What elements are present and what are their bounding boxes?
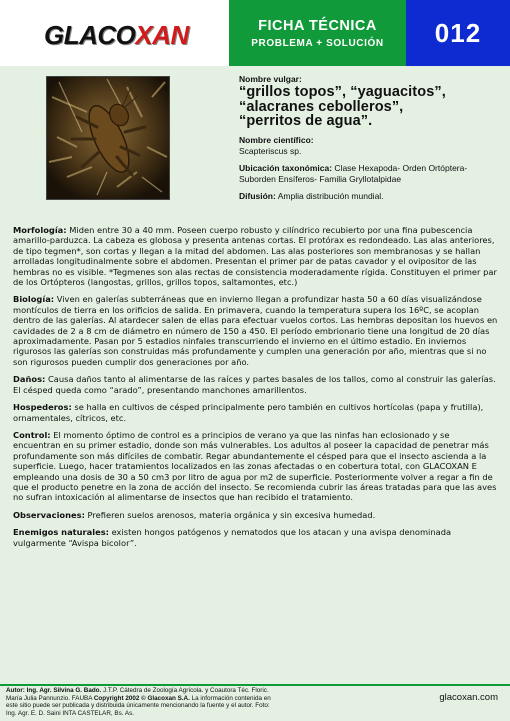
section-natural-enemies (13, 527, 499, 548)
scientific-name-value: Scapteriscus sp. (239, 145, 302, 156)
footer-line-1 (6, 687, 386, 695)
taxonomy-value: Clase Hexapoda- Orden Ortóptera- Suborden Ensíferos- Familia Gryllotalpidae (239, 162, 468, 184)
section-morphology (13, 225, 499, 287)
sheet-subtitle: PROBLEMA + SOLUCIÓN (251, 38, 384, 49)
section-text: se halla en cultivos de césped principalmente pero también en cultivos hortícolas (papa y frutilla), ornamentales, cítricos, etc. (13, 402, 484, 423)
logo-part1: GLACO (44, 20, 136, 50)
footer-line-2 (6, 695, 386, 703)
sheet-number-panel (406, 0, 510, 66)
diffusion-label: Difusión: (239, 190, 276, 201)
website-link[interactable]: glacoxan.com (439, 692, 498, 703)
section-label: Daños: (13, 374, 46, 385)
section-label: Enemigos naturales: (13, 527, 109, 538)
description-body (13, 225, 499, 555)
vulgar-name-line-3: “perritos de agua”. (239, 113, 373, 129)
section-label: Hospederos: (13, 402, 72, 413)
footer-credits (6, 687, 386, 717)
insect-photo (46, 76, 170, 200)
sheet-number: 012 (434, 18, 482, 48)
section-control (13, 430, 499, 503)
mole-cricket-image (47, 77, 169, 199)
section-observations (13, 510, 499, 520)
footer-line-4: Ing. Agr. E. D. Saini INTA CASTELAR, Bs. As. (6, 709, 134, 717)
section-label: Control: (13, 429, 51, 440)
footer-line-3: este sitio puede ser publicada y distribuida únicamente mencionando la fuente y el autor. Foto: (6, 702, 270, 710)
author-name: Autor: Ing. Agr. Silvina G. Bado. (6, 687, 102, 694)
logo-part2: XAN (135, 20, 189, 50)
section-text: Causa daños tanto al alimentarse de las raíces y partes basales de los tallos, como al construir las galerías. El césped queda como “arado”, presentando manchones amarillentos. (13, 374, 496, 395)
section-text: existen hongos patógenos y nematodos que los atacan y una avispa denominada vulgarmente “Avispa bicolor”. (13, 527, 452, 548)
vulgar-name-line-1: “grillos topos”, “yaguacitos”, (239, 84, 446, 100)
diffusion-value: Amplia distribución mundial. (275, 190, 384, 201)
section-hosts (13, 402, 499, 423)
scientific-name-label: Nombre científico: (239, 134, 314, 145)
section-text: El momento óptimo de control es a principios de verano ya que las ninfas han eclosionado y se encuentran en su primer estadio, donde son más vulnerables. Los adultos al poseer la capacidad de penetrar más profundamente son más difíciles de combatir. Regar abundantemente el césped para que el insecto ascienda a la superficie. Luego, hacer tratamientos localizados en las zonas afectadas o en cobertura total, con GLACOXAN E empleando una dosis de 30 a 50 cm3 por litro de agua por m2 de superficie. Posteriormente volver a regar a fin de que el producto penetre en la zona de acción del insecto. Se recomienda cubrir las áreas tratadas para que las aves no sufran intoxicación al alimentarse de insectos que han recibido el tratamiento. (13, 429, 497, 503)
footer-divider (0, 684, 510, 686)
section-label: Morfología: (13, 225, 67, 235)
taxonomy-label: Ubicación taxonómica: (239, 162, 333, 173)
diffusion (239, 191, 501, 202)
section-label: Biología: (13, 294, 55, 305)
sheet-title: FICHA TÉCNICA (258, 18, 377, 34)
logo-area (0, 0, 229, 66)
coauthor: María Julia Pannunzio. FAUBA (6, 694, 94, 702)
vulgar-name-label: Nombre vulgar: (239, 74, 302, 84)
section-text: Miden entre 30 a 40 mm. Poseen cuerpo robusto y cilíndrico recubierto por una fina pubescencia amarillo-parduzca. La cabeza es globosa y presenta antenas cortas. El protórax es redondeado. Las alas anteriores, de tipo tegmen*, son cortas y llegan a la mitad del abdomen. Las alas posteriores son membranosas y se hallan arrolladas longitudinalmente sobre el abdomen. Presentan el primer par de patas cavador y el ovipositor de las hembras no es visible. *Tegmenes son alas rectas de consistencia moderadamente rígida. Constituyen el primer par de los Ortópteros (langostas, grillos, grillos topos, saltamontes, etc.) (13, 225, 497, 288)
glacoxan-logo[interactable] (44, 20, 189, 51)
section-label: Observaciones: (13, 509, 85, 520)
header-title-panel (229, 0, 406, 66)
taxonomy (239, 163, 501, 185)
section-text: Viven en galerías subterráneas que en invierno llegan a profundizar hasta 50 a 60 días visualizándose montículos de tierra en los orificios de salida. En primavera, cuando la temperatura supera los 16ºC, se acoplan dentro de las galerías. Al atardecer salen de ellas para efectuar vuelos cortos. Las hembras depositan los huevos en cavidades de 2 a 8 cm de diámetro en número de 150 a 450. El período embrionario tiene una longitud de 20 días aproximadamente. Pasan por 5 estadios ninfales transcurriendo el invierno en el último estadio. En inviernos rigurosos las galerías son construidas más profundamente y cumplen una generación por año, mientras que si no son rigurosos pueden cumplir dos generaciones por año. (13, 294, 498, 367)
vulgar-name-line-2: “alacranes cebolleros”, (239, 98, 404, 115)
copyright: Copyright 2002 © Glacoxan S.A. (93, 694, 190, 702)
section-biology (13, 294, 499, 367)
author-role: J.T.P. Cátedra de Zoología Agrícola. y Coautora Téc. Floric. (101, 687, 269, 694)
names-block (239, 74, 501, 202)
section-damage (13, 374, 499, 395)
footer-note: La información contenida en (189, 694, 271, 702)
section-text: Prefieren suelos arenosos, materia orgánica y sin excesiva humedad. (84, 509, 376, 520)
